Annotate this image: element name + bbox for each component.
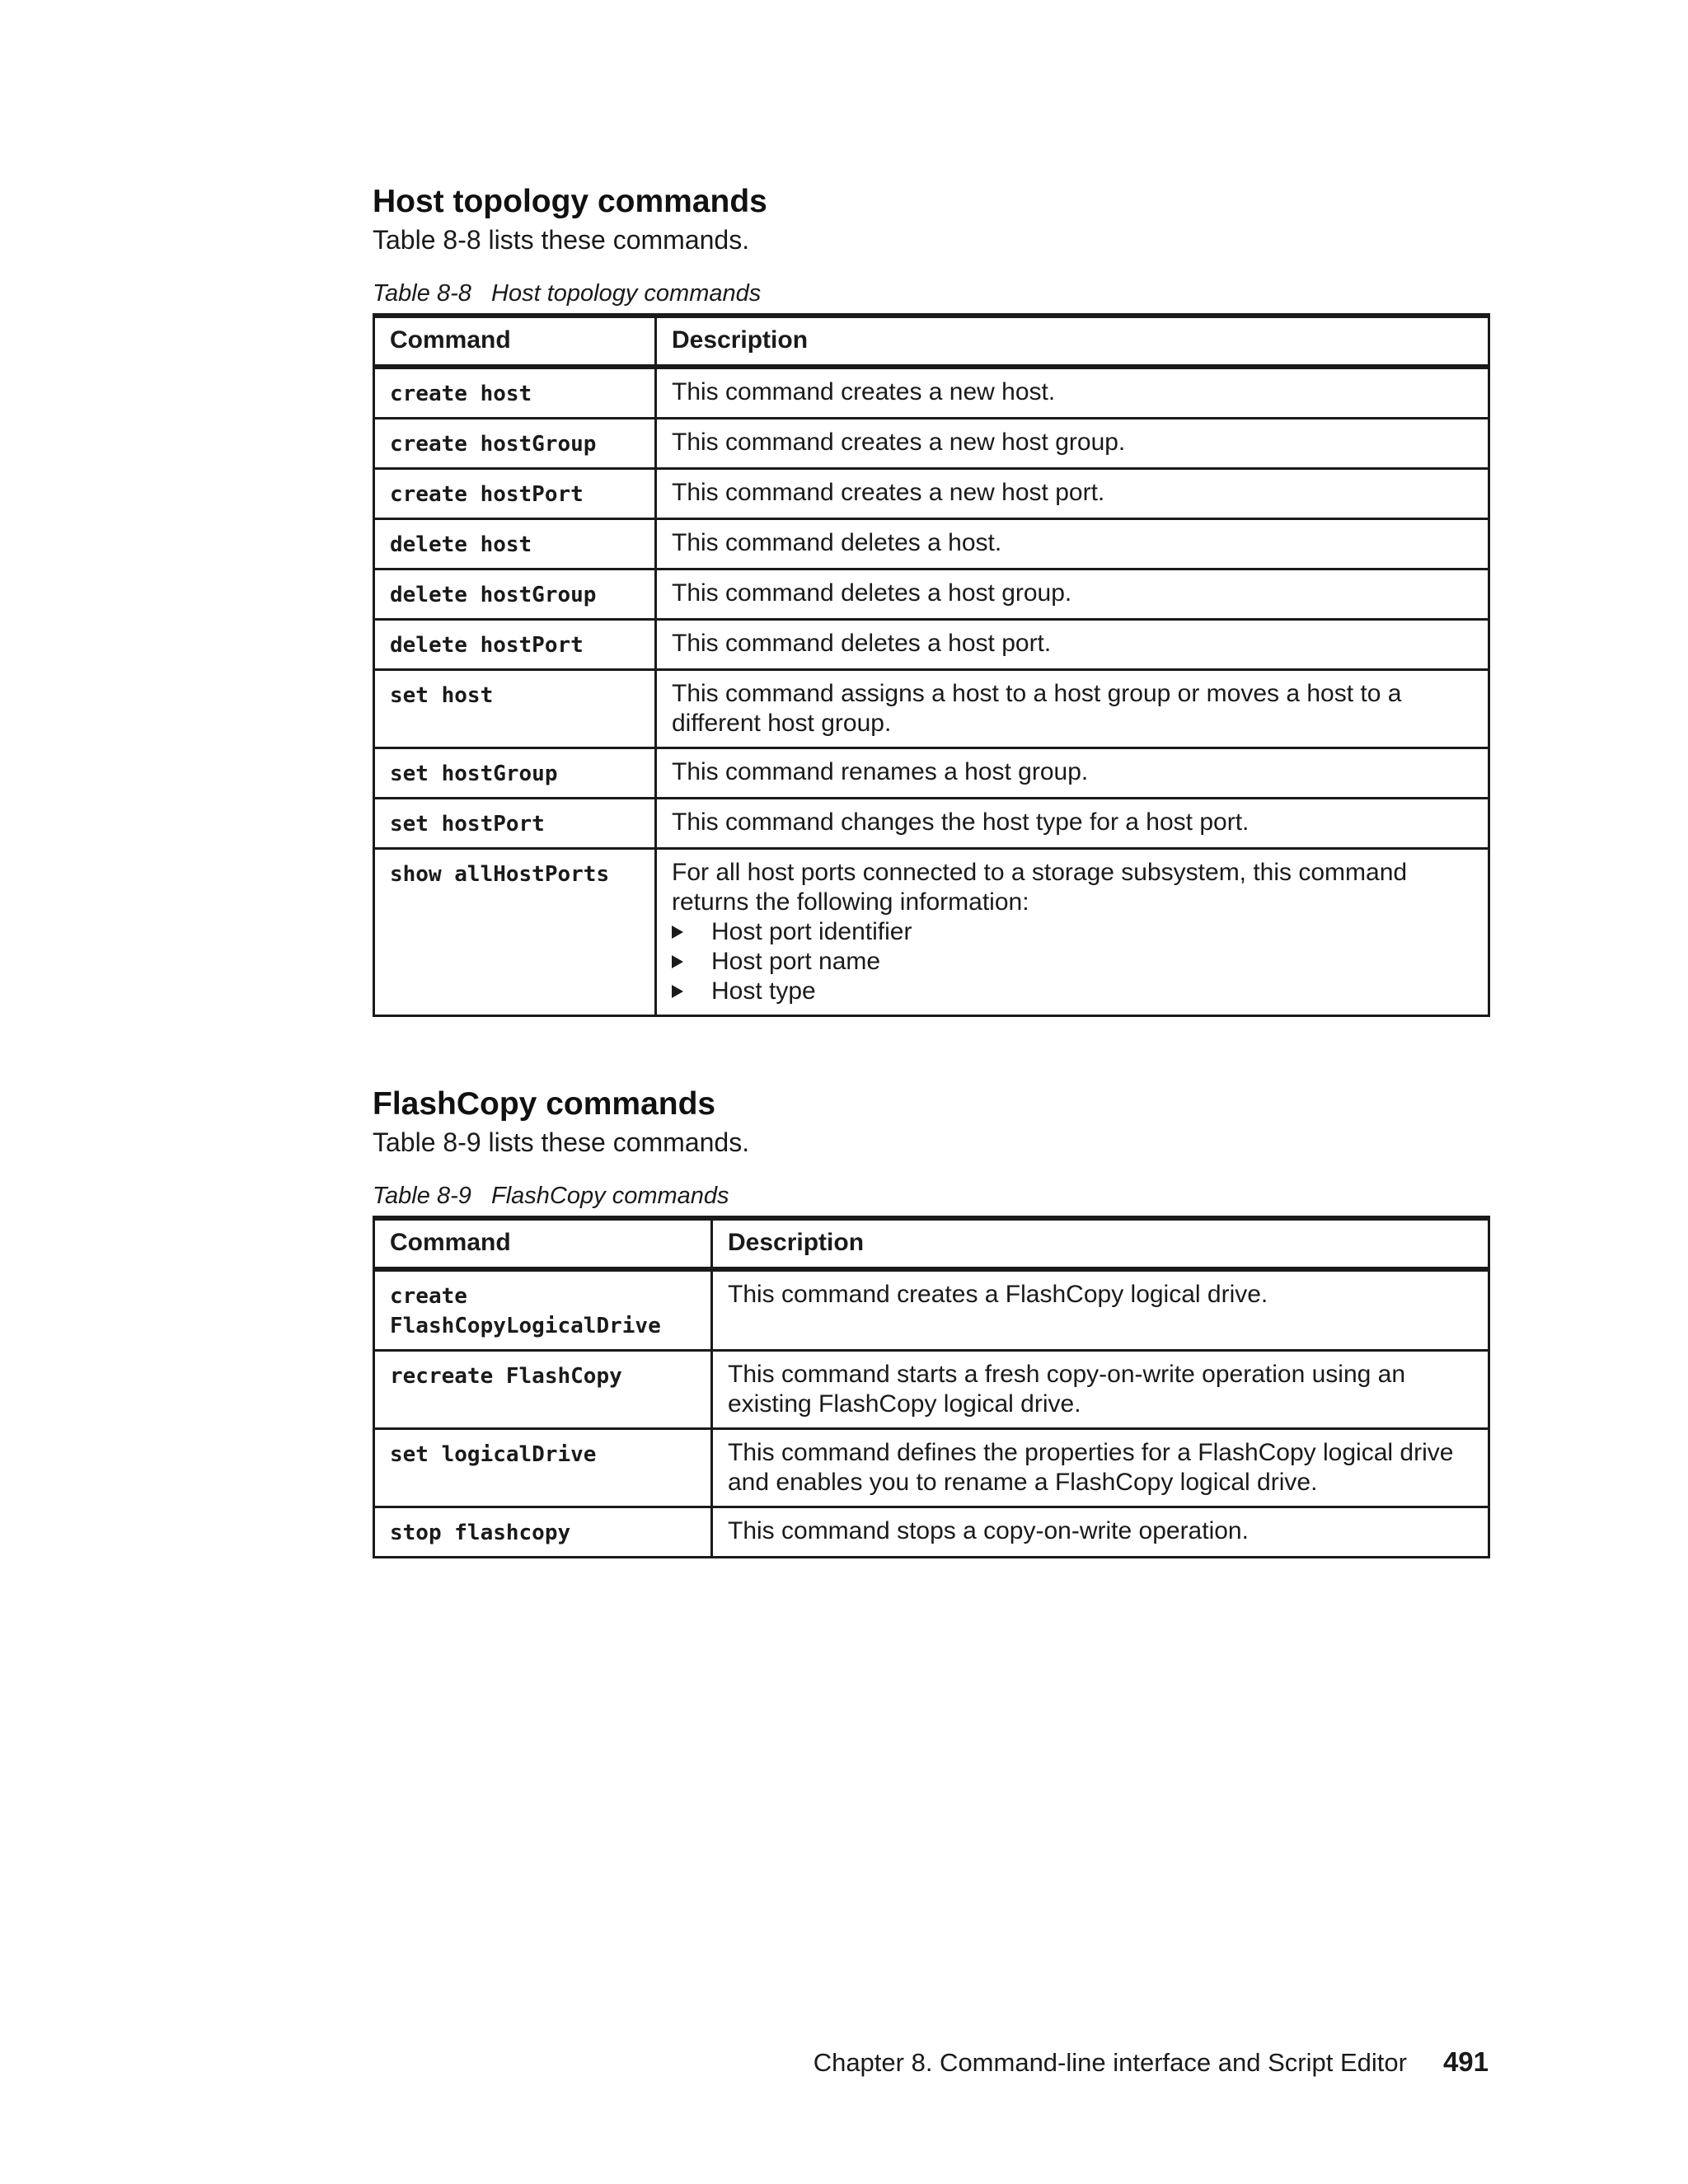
- command-cell: create hostPort: [374, 469, 656, 519]
- description-text: For all host ports connected to a storage subsystem, this command returns the following information:: [672, 859, 1408, 916]
- description-cell: This command creates a new host port.: [656, 469, 1489, 519]
- table-row: [374, 419, 1489, 469]
- page-number: 491: [1442, 2046, 1489, 2077]
- table-row: [374, 799, 1489, 849]
- command-cell: create host: [374, 367, 656, 419]
- table-header-row: [374, 1218, 1489, 1269]
- table-row: [374, 367, 1489, 419]
- column-header-description: Description: [712, 1218, 1489, 1269]
- list-item-text: Host type: [711, 977, 816, 1005]
- table-caption: Table 8-9 FlashCopy commands: [373, 1183, 729, 1209]
- table-row: [374, 849, 1489, 1016]
- description-cell: This command starts a fresh copy-on-write operation using an existing FlashCopy logical drive.: [712, 1351, 1489, 1429]
- description-cell: [656, 849, 1489, 1016]
- section-intro: Table 8-9 lists these commands.: [373, 1127, 750, 1157]
- description-cell: This command creates a new host group.: [656, 419, 1489, 469]
- host-topology-table: [373, 313, 1490, 1017]
- command-cell: set hostPort: [374, 799, 656, 849]
- table-row: [374, 469, 1489, 519]
- command-cell: stop flashcopy: [374, 1507, 712, 1558]
- flashcopy-table: [373, 1216, 1490, 1558]
- table-row: [374, 748, 1489, 799]
- list-item-text: Host port name: [711, 948, 881, 975]
- triangle-bullet-icon: [672, 955, 683, 968]
- command-cell: create hostGroup: [374, 419, 656, 469]
- description-cell: This command renames a host group.: [656, 748, 1489, 799]
- section-flashcopy: [373, 1085, 1490, 1558]
- description-cell: This command creates a new host.: [656, 367, 1489, 419]
- description-cell: This command assigns a host to a host group or moves a host to a different host group.: [656, 670, 1489, 748]
- bullet-list: [672, 917, 1473, 1006]
- description-cell: This command deletes a host.: [656, 519, 1489, 569]
- list-item: [672, 947, 1473, 977]
- column-header-description: Description: [656, 316, 1489, 367]
- triangle-bullet-icon: [672, 926, 683, 939]
- description-cell: This command stops a copy-on-write operation.: [712, 1507, 1489, 1558]
- table-caption: Table 8-8 Host topology commands: [373, 280, 762, 307]
- section-heading: FlashCopy commands: [373, 1086, 716, 1122]
- description-cell: This command changes the host type for a host port.: [656, 799, 1489, 849]
- command-cell: create FlashCopyLogicalDrive: [374, 1269, 712, 1351]
- command-cell: set hostGroup: [374, 748, 656, 799]
- description-cell: This command deletes a host group.: [656, 569, 1489, 620]
- triangle-bullet-icon: [672, 985, 683, 998]
- description-cell: This command defines the properties for a FlashCopy logical drive and enables you to rename a FlashCopy logical drive.: [712, 1429, 1489, 1507]
- command-cell: set host: [374, 670, 656, 748]
- section-host-topology: [373, 183, 1490, 1017]
- table-row: [374, 670, 1489, 748]
- table-header-row: [374, 316, 1489, 367]
- table-row: [374, 1507, 1489, 1558]
- list-item-text: Host port identifier: [711, 918, 912, 945]
- command-cell: delete hostPort: [374, 620, 656, 670]
- description-cell: This command creates a FlashCopy logical drive.: [712, 1269, 1489, 1351]
- column-header-command: Command: [374, 316, 656, 367]
- command-cell: set logicalDrive: [374, 1429, 712, 1507]
- table-row: [374, 1269, 1489, 1351]
- section-intro: Table 8-8 lists these commands.: [373, 225, 750, 255]
- column-header-command: Command: [374, 1218, 712, 1269]
- table-row: [374, 1351, 1489, 1429]
- page-footer: [814, 2046, 1489, 2079]
- list-item: [672, 977, 1473, 1006]
- table-row: [374, 1429, 1489, 1507]
- table-row: [374, 569, 1489, 620]
- footer-chapter-title: Chapter 8. Command-line interface and Script Editor: [813, 2048, 1407, 2077]
- section-heading: Host topology commands: [373, 184, 767, 219]
- table-row: [374, 519, 1489, 569]
- description-cell: This command deletes a host port.: [656, 620, 1489, 670]
- command-cell: delete host: [374, 519, 656, 569]
- table-row: [374, 620, 1489, 670]
- command-cell: recreate FlashCopy: [374, 1351, 712, 1429]
- list-item: [672, 917, 1473, 947]
- command-cell: delete hostGroup: [374, 569, 656, 620]
- command-cell: show allHostPorts: [374, 849, 656, 1016]
